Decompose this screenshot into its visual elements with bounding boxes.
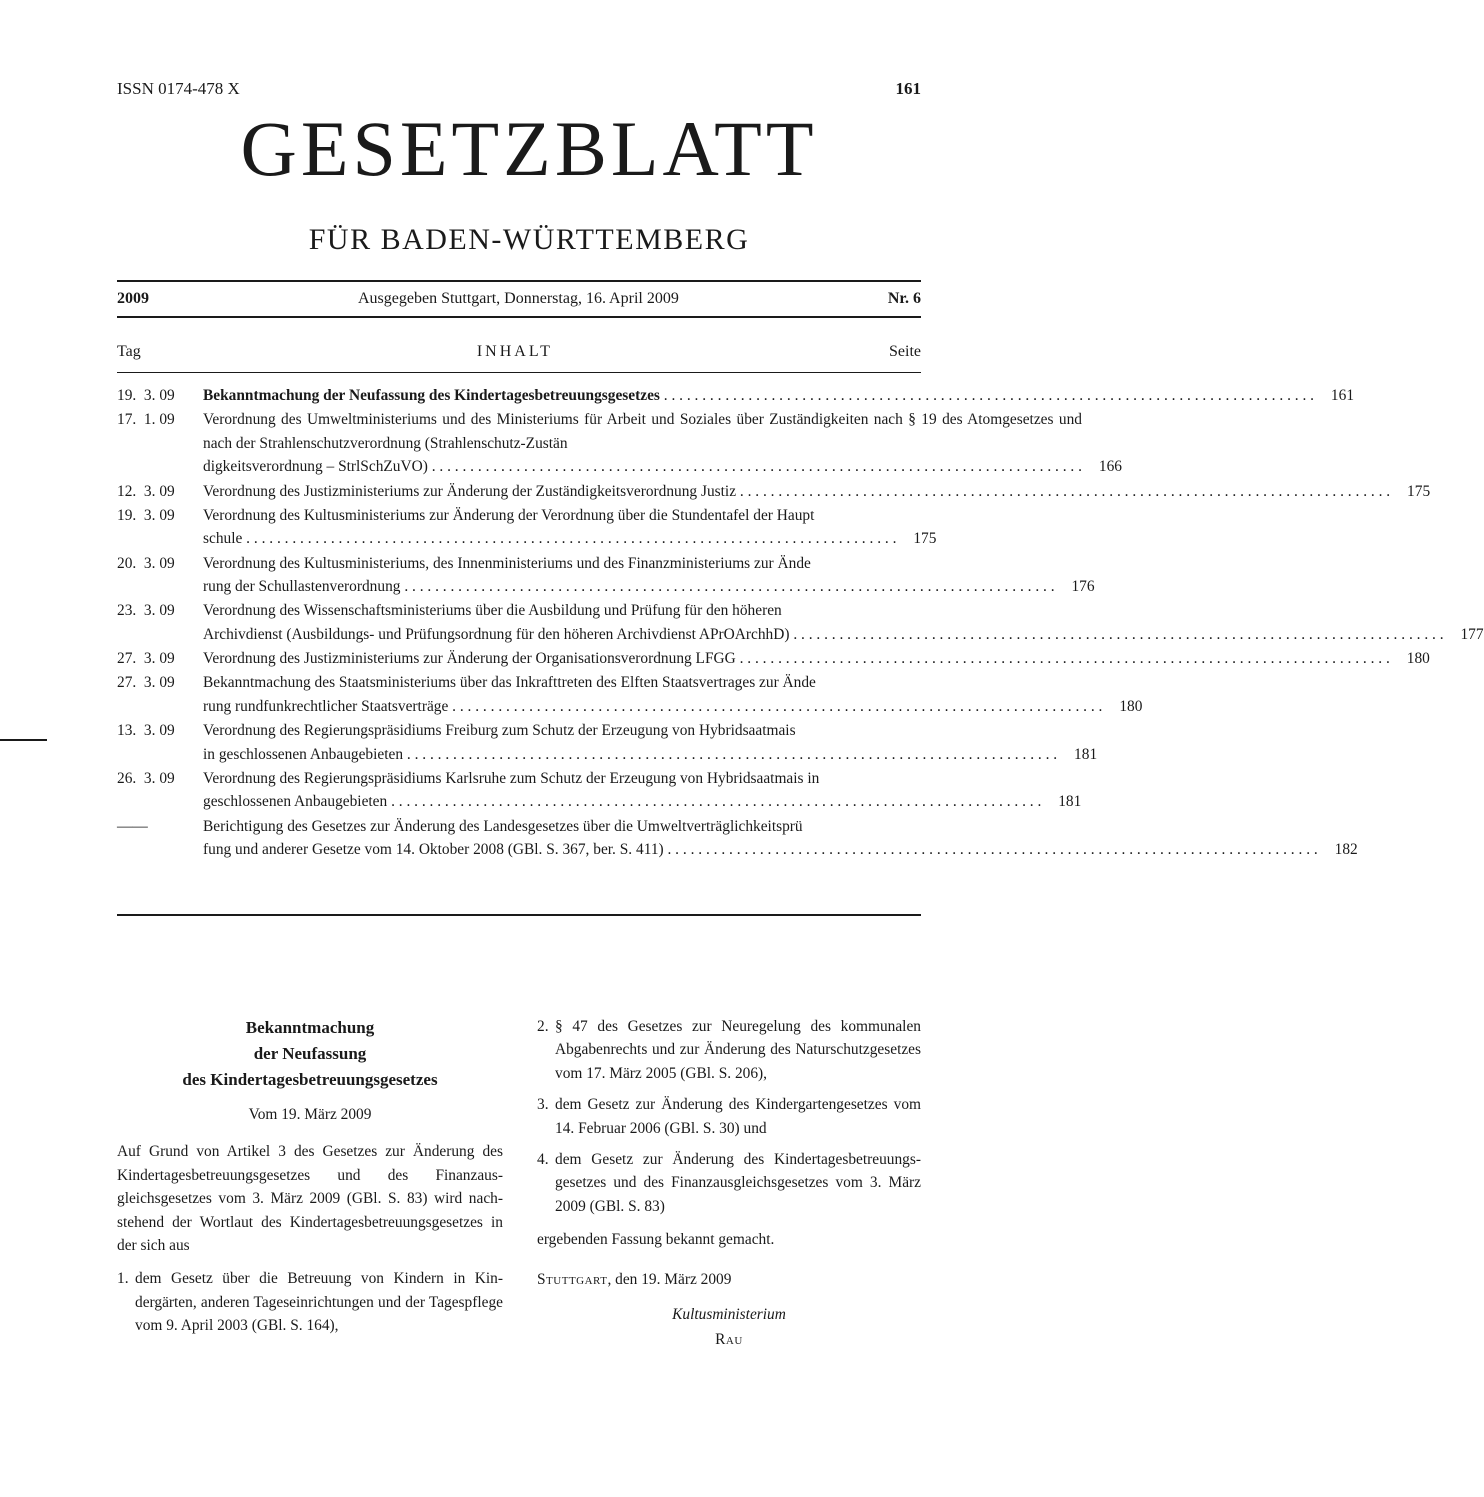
list-item-text: dem Gesetz zur Änderung des Kindertagesbetreuungsgesetzes und des Finanzausgleichsgesetzes vom 3. März 2009 (GBl. S. 83) [555, 1151, 921, 1215]
publication-title: GESETZBLATT [240, 105, 818, 192]
header-rule-bottom [117, 316, 921, 318]
toc-entry-title-text: rung der Schullastenverordnung [203, 578, 401, 596]
toc-end-rule [117, 914, 921, 916]
toc-entry-page: 177 [1460, 625, 1484, 643]
toc-leader-dots: . . . . . . . . . . . . . . . . . . . . . . . . . . . . . . . . . . . . . . . . . . . . . . . . . . . . . . . . . . . . . . . . . . . . . . . . . . . . . . . . . . . . . [659, 387, 1315, 404]
toc-leader-dots: . . . . . . . . . . . . . . . . . . . . . . . . . . . . . . . . . . . . . . . . . . . . . . . . . . . . . . . . . . . . . . . . . . . . . . . . . . . . . . . . . . . . . [400, 578, 1055, 596]
toc-header-rule [117, 372, 921, 373]
article-heading-line: des Kindertagesbetreuungsgesetzes [182, 1070, 438, 1089]
toc-entry-title-line [203, 527, 936, 551]
toc-entry [117, 671, 1143, 718]
header-rule-top [117, 280, 921, 282]
toc-entry-title-line: Verordnung des Wissenschaftsministeriums über die Ausbildung und Prüfung für den höheren [203, 602, 782, 620]
toc-entry-date: 12. 3. 09 [117, 482, 175, 500]
toc-entry-title-line [203, 455, 1122, 479]
toc-entry-title-line [203, 743, 1097, 767]
toc-entry-title-text: schule [203, 530, 243, 548]
toc-entry-body [203, 719, 1097, 766]
toc-leader-dots: . . . . . . . . . . . . . . . . . . . . . . . . . . . . . . . . . . . . . . . . . . . . . . . . . . . . . . . . . . . . . . . . . . . . . . . . . . . . . . . . . . . . . [427, 458, 1082, 476]
toc-leader-dots: . . . . . . . . . . . . . . . . . . . . . . . . . . . . . . . . . . . . . . . . . . . . . . . . . . . . . . . . . . . . . . . . . . . . . . . . . . . . . . . . . . . . . [789, 625, 1444, 643]
toc-entry-date: 19. 3. 09 [117, 387, 175, 404]
toc-entry-page: 181 [1074, 745, 1098, 763]
toc-entry-title-line [203, 790, 1081, 814]
toc-entry-body [203, 599, 1484, 646]
toc-entry-title-line [203, 575, 1095, 599]
toc-entry-body [203, 480, 1430, 504]
toc-entry-date: 19. 3. 09 [117, 506, 175, 524]
signature-place-date [537, 1268, 921, 1291]
article-left-column [117, 1015, 503, 1346]
toc-entry-date: 17. 1. 09 [117, 411, 175, 429]
toc-leader-dots: . . . . . . . . . . . . . . . . . . . . . . . . . . . . . . . . . . . . . . . . . . . . . . . . . . . . . . . . . . . . . . . . . . . . . . . . . . . . . . . . . . . . . [736, 482, 1391, 500]
toc-entry-title-line: Verordnung des Regierungspräsidiums Freiburg zum Schutz der Erzeugung von Hybridsaatmais [203, 722, 796, 740]
page-number: 161 [895, 79, 921, 98]
toc-entry-title-line [203, 647, 1430, 671]
toc-entry-title-line: Berichtigung des Gesetzes zur Änderung des Landesgesetzes über die Umweltverträglichkeitsprü [203, 817, 803, 835]
toc-entry-date: 26. 3. 09 [117, 769, 175, 787]
toc-leader-dots: . . . . . . . . . . . . . . . . . . . . . . . . . . . . . . . . . . . . . . . . . . . . . . . . . . . . . . . . . . . . . . . . . . . . . . . . . . . . . . . . . . . . . [663, 841, 1318, 859]
toc-entry-date: 13. 3. 09 [117, 722, 175, 740]
toc-entry [117, 647, 1430, 671]
toc-entry-date: 20. 3. 09 [117, 554, 175, 572]
toc-entry-title-text: in geschlossenen Anbaugebieten [203, 745, 404, 763]
toc-col-tag: Tag [117, 343, 141, 360]
table-of-contents [117, 384, 1484, 862]
list-item-number: 1. [117, 1270, 129, 1288]
toc-entry-title-line [203, 480, 1430, 504]
toc-col-page: Seite [889, 343, 921, 360]
toc-entry-page: 166 [1098, 458, 1122, 476]
signature-date: , den 19. März 2009 [607, 1270, 732, 1288]
issn-number: ISSN 0174-478 X [117, 79, 240, 98]
toc-entry-page: 176 [1071, 578, 1095, 596]
toc-entry [117, 815, 1358, 862]
toc-entry-title-line [203, 384, 1354, 408]
toc-entry-page: 181 [1058, 793, 1082, 811]
issue-date: Ausgegeben Stuttgart, Donnerstag, 16. April 2009 [357, 290, 679, 307]
toc-leader-dots: . . . . . . . . . . . . . . . . . . . . . . . . . . . . . . . . . . . . . . . . . . . . . . . . . . . . . . . . . . . . . . . . . . . . . . . . . . . . . . . . . . . . . [735, 650, 1390, 668]
toc-entry-page: 161 [1330, 387, 1355, 404]
signature-place: Stuttgart [537, 1270, 608, 1288]
toc-entry [117, 552, 1095, 599]
toc-entry-body [203, 384, 1354, 408]
margin-mark [0, 739, 47, 741]
toc-entry-title-line [203, 695, 1142, 719]
toc-entry [117, 408, 1122, 479]
toc-leader-dots: . . . . . . . . . . . . . . . . . . . . . . . . . . . . . . . . . . . . . . . . . . . . . . . . . . . . . . . . . . . . . . . . . . . . . . . . . . . . . . . . . . . . . [403, 745, 1058, 763]
toc-entry [117, 504, 937, 551]
toc-entry-title-line: Verordnung des Kultusministeriums, des Innenministeriums und des Finanzministeriums zur Ände [203, 554, 811, 572]
toc-entry-body [203, 671, 1142, 718]
toc-entry-title-line: Verordnung des Regierungspräsidiums Karlsruhe zum Schutz der Erzeugung von Hybridsaatmais in [203, 769, 820, 787]
toc-entry-body [203, 408, 1122, 479]
article-heading-line: der Neufassung [253, 1044, 367, 1063]
toc-entry-body [203, 647, 1430, 671]
toc-entry-title-line: Bekanntmachung des Staatsministeriums über das Inkrafttreten des Elften Staatsvertrages zur Ände [203, 674, 816, 692]
list-item [537, 1148, 921, 1218]
toc-entry-body [203, 767, 1081, 814]
toc-entry-page: 175 [913, 530, 937, 548]
toc-col-title: INHALT [476, 343, 553, 360]
toc-entry-body [203, 552, 1095, 599]
article-heading [117, 1015, 503, 1093]
toc-entry-title-line: Verordnung des Kultusministeriums zur Änderung der Verordnung über die Stundentafel der Haupt [203, 506, 815, 524]
toc-entry [117, 480, 1431, 504]
toc-entry-title-text: fung und anderer Gesetze vom 14. Oktober 2008 (GBl. S. 367, ber. S. 411) [203, 841, 664, 859]
signature-name: Rau [715, 1331, 743, 1349]
list-item-text: dem Gesetz über die Betreuung von Kindern in Kindergärten, anderen Tageseinrichtungen und der Tagespflege vom 9. April 2003 (GBl. S. 164), [135, 1270, 503, 1335]
toc-entry-title-line [203, 623, 1484, 647]
toc-entry-page: 182 [1334, 841, 1358, 859]
toc-entry-page: 175 [1407, 482, 1431, 500]
toc-leader-dots: . . . . . . . . . . . . . . . . . . . . . . . . . . . . . . . . . . . . . . . . . . . . . . . . . . . . . . . . . . . . . . . . . . . . . . . . . . . . . . . . . . . . . [387, 793, 1042, 811]
article-intro: Auf Grund von Artikel 3 des Gesetzes zur Änderung des Kindertagesbetreuungsgesetzes und des Finanzausgleichsgesetzes vom 3. März 2009 (GBl. S. 83) wird nachstehend der Wortlaut des Kindertagesbetreuungsgesetzes in der sich aus [117, 1143, 503, 1255]
toc-entry-title-text: rung rundfunkrechtlicher Staatsverträge [203, 697, 449, 715]
toc-entry [117, 767, 1082, 814]
toc-header [117, 343, 921, 361]
issue-year: 2009 [117, 290, 149, 307]
list-item-number: 3. [537, 1096, 549, 1114]
toc-entry-body [203, 504, 936, 551]
list-item-number: 4. [537, 1151, 549, 1169]
issue-meta [117, 290, 921, 308]
toc-entry [117, 719, 1098, 766]
toc-entry-title-line: Verordnung des Umweltministeriums und des Ministeriums für Arbeit und Soziales über Zuständigkeiten nach § 19 des Atomgesetzes und nach der Strahlenschutzverordnung (Strahlenschutz-Zustän [203, 411, 1082, 452]
toc-entry-page: 180 [1406, 650, 1430, 668]
toc-entry [117, 599, 1484, 646]
toc-entry-date: 23. 3. 09 [117, 602, 175, 620]
toc-entry-title-text: Verordnung des Justizministeriums zur Änderung der Organisationsverordnung LFGG [203, 650, 736, 668]
list-item-text: dem Gesetz zur Änderung des Kindergartengesetzes vom 14. Februar 2006 (GBl. S. 30) und [555, 1096, 921, 1137]
list-item-text: § 47 des Gesetzes zur Neuregelung des kommunalen Abgabenrechts und zur Änderung des Naturschutzgesetzes vom 17. März 2005 (GBl. S. 206), [555, 1018, 921, 1082]
toc-leader-dots: . . . . . . . . . . . . . . . . . . . . . . . . . . . . . . . . . . . . . . . . . . . . . . . . . . . . . . . . . . . . . . . . . . . . . . . . . . . . . . . . . . . . . [242, 530, 897, 548]
toc-entry-page: 180 [1119, 697, 1143, 715]
toc-entry [117, 384, 1355, 408]
signature-ministry: Kultusministerium [672, 1306, 786, 1324]
list-item [537, 1015, 921, 1085]
toc-entry-date: 27. 3. 09 [117, 650, 175, 668]
toc-entry-date: 27. 3. 09 [117, 674, 175, 692]
publication-subtitle: FÜR BADEN-WÜRTTEMBERG [308, 223, 750, 256]
article-right-column [537, 1015, 921, 1352]
list-item-number: 2. [537, 1018, 549, 1035]
issue-number: Nr. 6 [887, 290, 921, 307]
toc-entry-date: —— [117, 817, 148, 835]
toc-entry-body [203, 815, 1358, 862]
article-closing: ergebenden Fassung bekannt gemacht. [537, 1231, 775, 1249]
toc-entry-title-text: Archivdienst (Ausbildungs- und Prüfungsordnung für den höheren Archivdienst APrOArchhD) [203, 625, 790, 643]
list-item [537, 1093, 921, 1140]
toc-entry-title-text: geschlossenen Anbaugebieten [203, 793, 388, 811]
toc-entry-title-line [203, 838, 1358, 862]
article-date: Vom 19. März 2009 [248, 1106, 372, 1123]
toc-entry-title-text: Bekanntmachung der Neufassung des Kindertagesbetreuungsgesetzes [203, 387, 660, 404]
article-heading-line: Bekanntmachung [245, 1018, 375, 1037]
toc-entry-title-text: digkeitsverordnung – StrlSchZuVO) [203, 458, 428, 476]
toc-leader-dots: . . . . . . . . . . . . . . . . . . . . . . . . . . . . . . . . . . . . . . . . . . . . . . . . . . . . . . . . . . . . . . . . . . . . . . . . . . . . . . . . . . . . . [448, 697, 1103, 715]
list-item [117, 1267, 503, 1337]
toc-entry-title-text: Verordnung des Justizministeriums zur Änderung der Zuständigkeitsverordnung Justiz [203, 482, 737, 500]
